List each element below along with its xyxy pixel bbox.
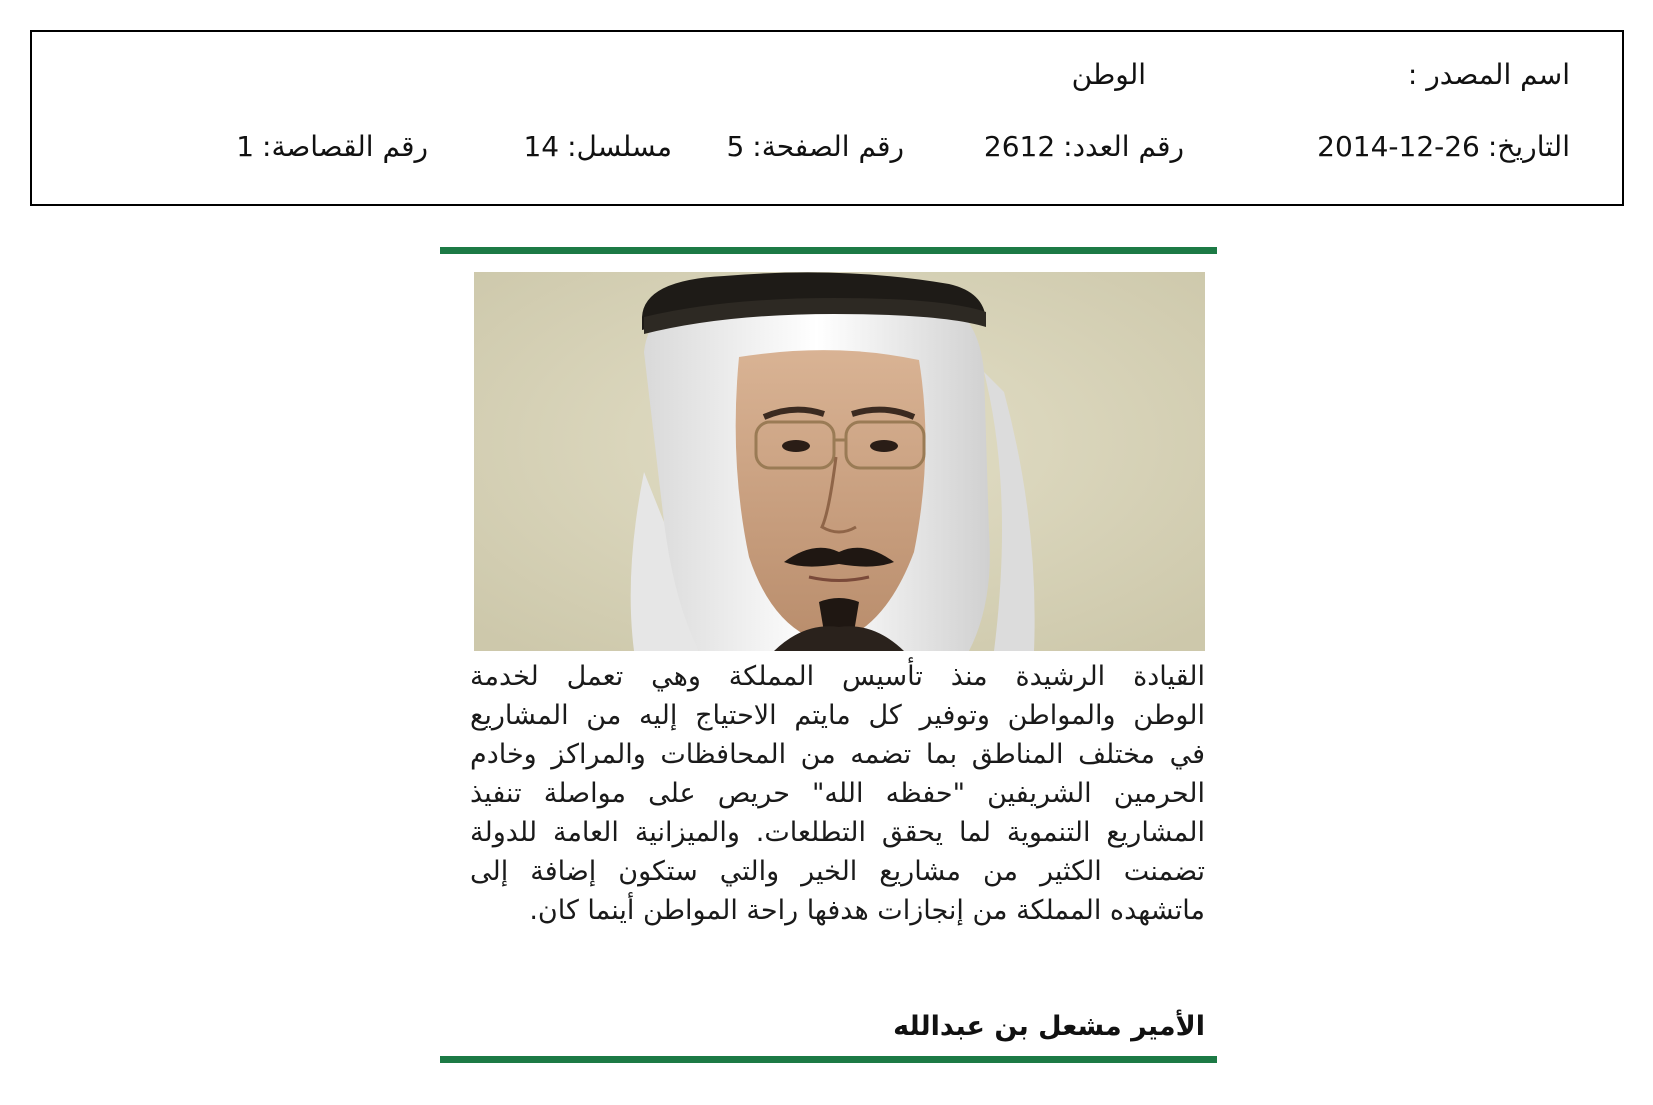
source-value: الوطن: [1071, 58, 1146, 91]
page-value: 5: [726, 130, 745, 163]
issue-field: [984, 122, 1184, 172]
header-row-meta: [32, 122, 1622, 172]
article-body: [470, 657, 1205, 930]
date-field: [1317, 122, 1570, 172]
article-line: القيادة الرشيدة منذ تأسيس المملكة وهي تعمل لخدمة: [470, 661, 1205, 692]
issue-label: رقم العدد:: [1063, 130, 1184, 163]
clip-field: [236, 122, 428, 172]
article-signature: الأمير مشعل بن عبدالله: [893, 1011, 1205, 1042]
date-value: 2014-12-26: [1317, 130, 1480, 163]
date-label: التاريخ:: [1487, 130, 1570, 163]
serial-label: مسلسل:: [567, 130, 672, 163]
serial-field: [523, 122, 672, 172]
news-clipping: [440, 247, 1217, 1063]
article-line: ماتشهده المملكة من إنجازات هدفها راحة المواطن أينما كان.: [529, 895, 1205, 926]
portrait-photo: [474, 272, 1205, 651]
header-row-source: [32, 50, 1622, 100]
source-label: اسم المصدر :: [1407, 58, 1570, 91]
top-green-rule: [440, 247, 1217, 254]
issue-value: 2612: [983, 130, 1056, 163]
portrait-illustration: [474, 272, 1205, 651]
article-line: الوطن والمواطن وتوفير كل مايتم الاحتياج إليه من المشاريع: [470, 700, 1205, 731]
clip-value: 1: [236, 130, 255, 163]
article-line: المشاريع التنموية لما يحقق التطلعات. والميزانية العامة للدولة: [470, 817, 1205, 848]
clipping-header: [30, 30, 1624, 206]
page-label: رقم الصفحة:: [752, 130, 904, 163]
article-line: تضمنت الكثير من مشاريع الخير والتي ستكون إضافة إلى: [470, 856, 1205, 887]
article-line: في مختلف المناطق بما تضمه من المحافظات والمراكز وخادم: [470, 739, 1205, 770]
page-field: [726, 122, 904, 172]
bottom-green-rule: [440, 1056, 1217, 1063]
serial-value: 14: [523, 130, 560, 163]
clip-label: رقم القصاصة:: [262, 130, 428, 163]
article-line: الحرمين الشريفين "حفظه الله" حريص على مواصلة تنفيذ: [470, 778, 1205, 809]
